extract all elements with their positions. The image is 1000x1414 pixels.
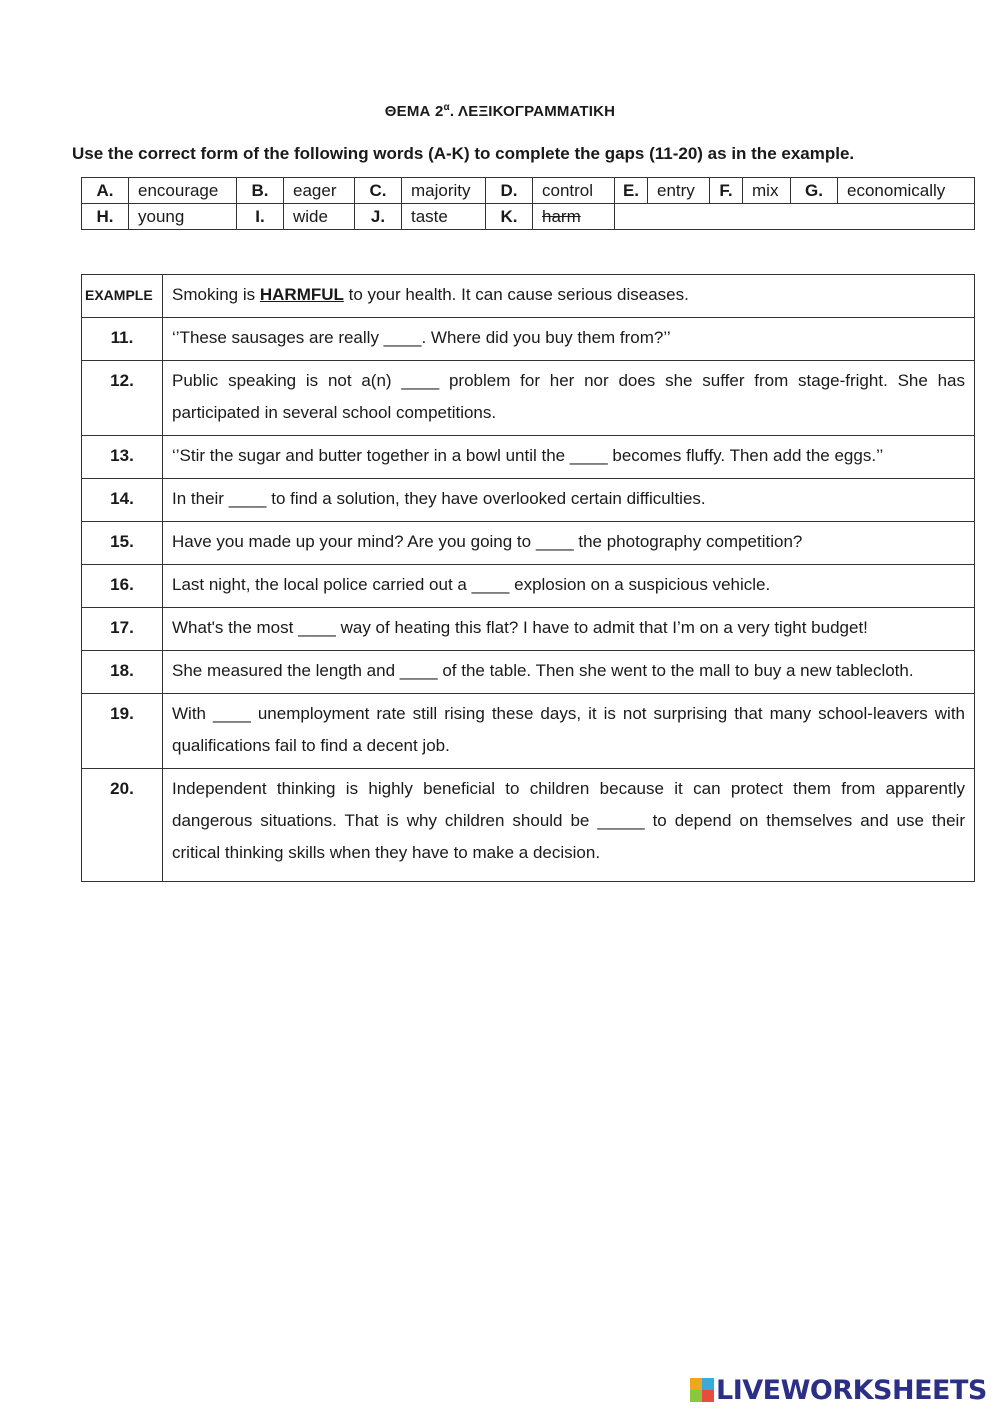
example-row xyxy=(82,275,975,318)
question-number: 14. xyxy=(82,479,163,522)
question-number: 13. xyxy=(82,436,163,479)
word-bank-row xyxy=(82,204,975,230)
question-row xyxy=(82,769,975,882)
logo-square xyxy=(702,1378,714,1390)
word-letter: D. xyxy=(486,178,533,204)
word-letter: B. xyxy=(237,178,284,204)
page-title: ΘΕΜΑ $2^\alpha$. ΛΕΞΙΚΟΓΡΑΜΜΑΤΙΚΗ xyxy=(384,102,616,120)
question-number: 12. xyxy=(82,361,163,436)
question-number: 16. xyxy=(82,565,163,608)
word-option: encourage xyxy=(129,178,237,204)
struck-word: harm xyxy=(542,206,581,226)
word-letter: E. xyxy=(615,178,648,204)
word-letter: H. xyxy=(82,204,129,230)
question-text: Last night, the local police carried out a ____ explosion on a suspicious vehicle. xyxy=(163,565,975,608)
instructions: Use the correct form of the following words (A-K) to complete the gaps (11-20) as in the example. xyxy=(72,144,855,163)
question-row xyxy=(82,436,975,479)
question-row xyxy=(82,522,975,565)
question-text: Have you made up your mind? Are you going to ____ the photography competition? xyxy=(163,522,975,565)
question-text: What's the most ____ way of heating this flat? I have to admit that I’m on a very tight budget! xyxy=(163,608,975,651)
question-text: With ____ unemployment rate still rising these days, it is not surprising that many school-leavers with qualifications fail to find a decent job. xyxy=(163,694,975,769)
word-letter: K. xyxy=(486,204,533,230)
word-option: eager xyxy=(284,178,355,204)
logo-square xyxy=(702,1390,714,1402)
word-option: wide xyxy=(284,204,355,230)
example-label: EXAMPLE xyxy=(82,275,163,318)
word-letter: C. xyxy=(355,178,402,204)
word-option: young xyxy=(129,204,237,230)
question-row xyxy=(82,565,975,608)
question-text: She measured the length and ____ of the table. Then she went to the mall to buy a new tablecloth. xyxy=(163,651,975,694)
liveworksheets-logo-icon xyxy=(690,1378,714,1402)
question-number: 18. xyxy=(82,651,163,694)
questions-table xyxy=(81,274,975,882)
word-option: mix xyxy=(743,178,791,204)
word-letter: A. xyxy=(82,178,129,204)
word-letter: G. xyxy=(791,178,838,204)
question-text: In their ____ to find a solution, they have overlooked certain difficulties. xyxy=(163,479,975,522)
liveworksheets-logo[interactable] xyxy=(690,1374,987,1406)
question-row xyxy=(82,694,975,769)
word-letter: J. xyxy=(355,204,402,230)
question-number: 19. xyxy=(82,694,163,769)
logo-square xyxy=(690,1378,702,1390)
word-option: majority xyxy=(402,178,486,204)
question-text: Independent thinking is highly beneficial to children because it can protect them from apparently dangerous situations. That is why children should be _____ to depend on themselves and use their critical thinking skills when they have to make a decision. xyxy=(163,769,975,882)
example-answer: HARMFUL xyxy=(259,285,344,304)
word-option: entry xyxy=(648,178,710,204)
word-option: economically xyxy=(838,178,975,204)
word-bank-row xyxy=(82,178,975,204)
word-letter: I. xyxy=(237,204,284,230)
question-row xyxy=(82,361,975,436)
question-row xyxy=(82,651,975,694)
question-row xyxy=(82,608,975,651)
question-number: 20. xyxy=(82,769,163,882)
word-option: control xyxy=(533,178,615,204)
example-sentence: Smoking is HARMFUL to your health. It can cause serious diseases. xyxy=(163,275,975,318)
word-letter: F. xyxy=(710,178,743,204)
question-text: ‘’These sausages are really ____. Where did you buy them from?’’ xyxy=(163,318,975,361)
word-option: taste xyxy=(402,204,486,230)
question-number: 15. xyxy=(82,522,163,565)
word-bank-table xyxy=(81,177,975,230)
question-text: Public speaking is not a(n) ____ problem for her nor does she suffer from stage-fright. She has participated in several school competitions. xyxy=(163,361,975,436)
question-row xyxy=(82,318,975,361)
question-number: 17. xyxy=(82,608,163,651)
logo-square xyxy=(690,1390,702,1402)
word-option-used xyxy=(533,204,615,230)
question-text: ‘’Stir the sugar and butter together in a bowl until the ____ becomes fluffy. Then add the eggs.’’ xyxy=(163,436,975,479)
question-row xyxy=(82,479,975,522)
empty-cell xyxy=(615,204,975,230)
logo-text: LIVEWORKSHEETS xyxy=(716,1374,987,1406)
question-number: 11. xyxy=(82,318,163,361)
